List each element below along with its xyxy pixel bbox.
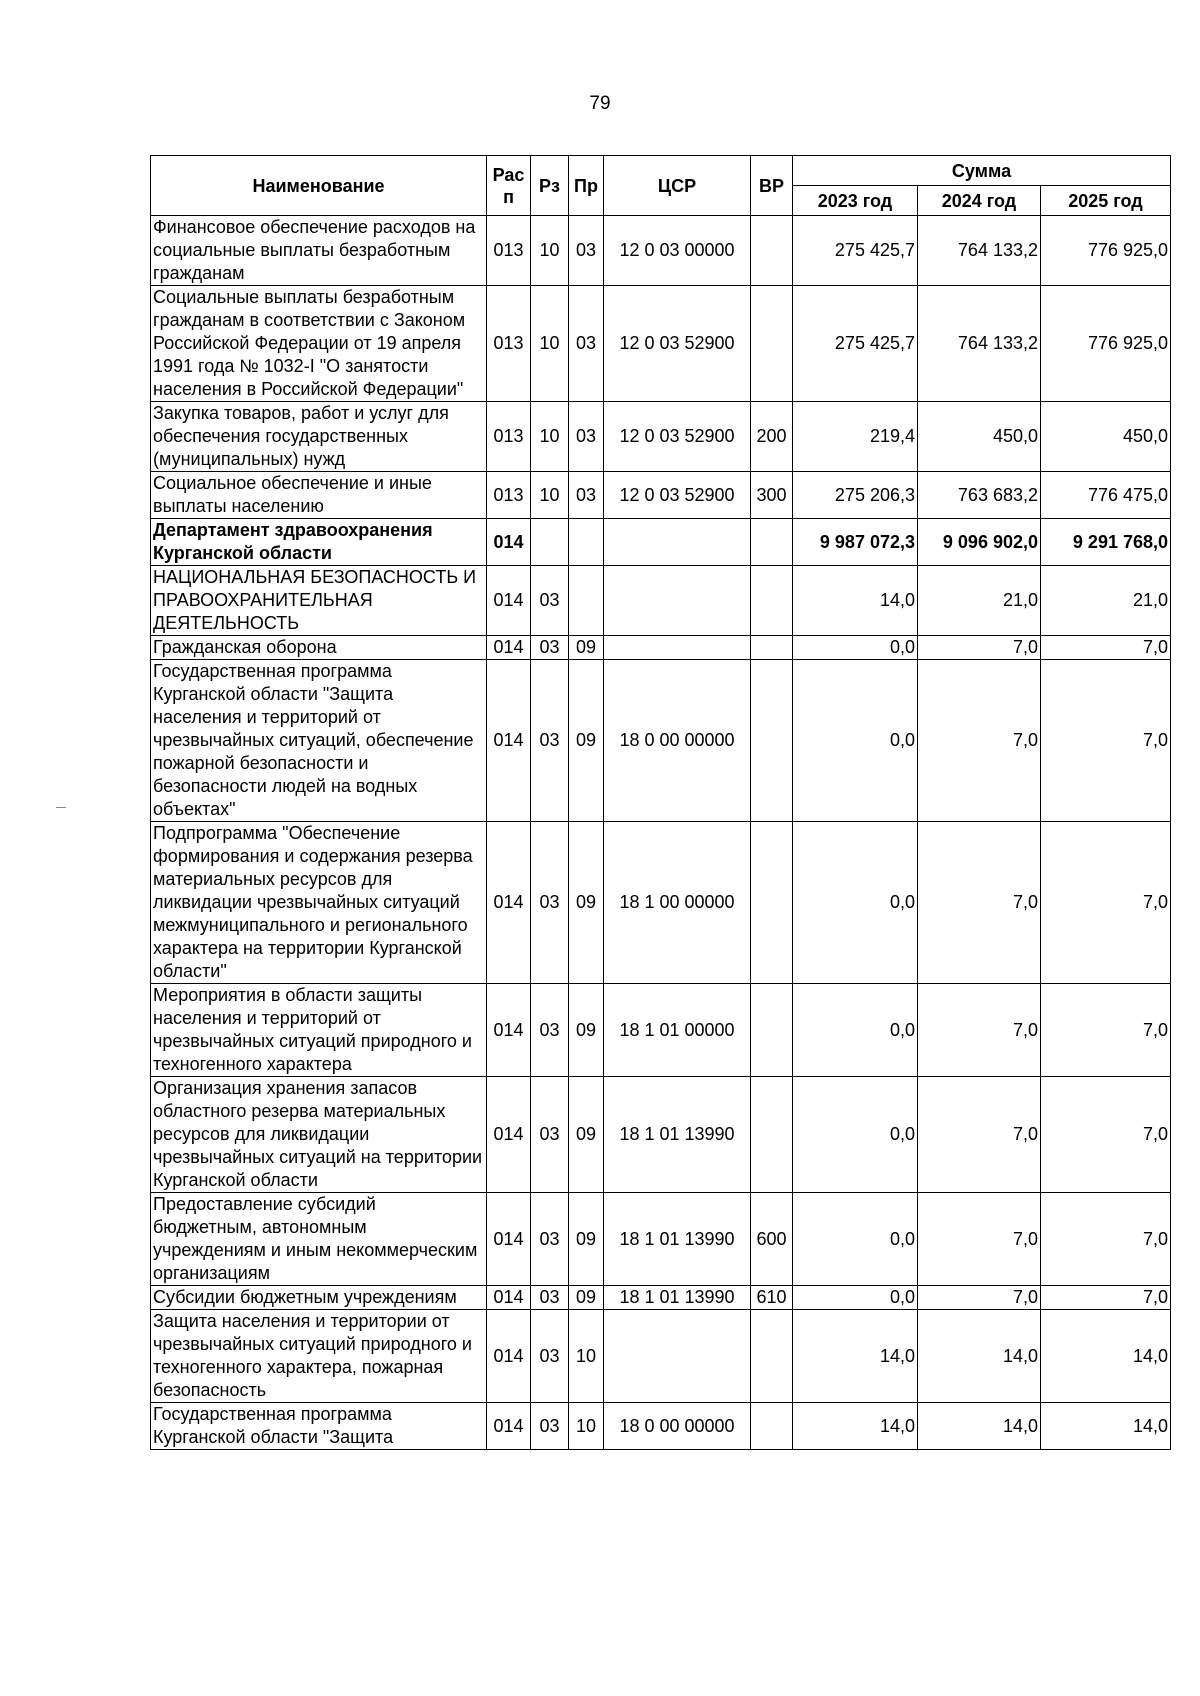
cell-2023: 275 206,3 <box>793 472 918 519</box>
cell-2024: 7,0 <box>918 636 1041 660</box>
cell-2025: 776 925,0 <box>1041 286 1171 402</box>
cell-vr <box>751 566 793 636</box>
cell-vr <box>751 984 793 1077</box>
cell-2023: 14,0 <box>793 1403 918 1450</box>
cell-rasp: 014 <box>487 1286 531 1310</box>
cell-2024: 763 683,2 <box>918 472 1041 519</box>
cell-name: Социальное обеспечение и иные выплаты населению <box>151 472 487 519</box>
table-row <box>151 1193 1171 1286</box>
cell-2023: 0,0 <box>793 822 918 984</box>
cell-csr <box>604 1310 751 1403</box>
cell-rasp: 014 <box>487 660 531 822</box>
table-row <box>151 1077 1171 1193</box>
cell-vr: 200 <box>751 402 793 472</box>
cell-vr <box>751 1403 793 1450</box>
cell-2025: 776 475,0 <box>1041 472 1171 519</box>
cell-2025: 450,0 <box>1041 402 1171 472</box>
cell-pr <box>569 566 604 636</box>
cell-name: Гражданская оборона <box>151 636 487 660</box>
cell-vr <box>751 1310 793 1403</box>
cell-2024: 764 133,2 <box>918 216 1041 286</box>
cell-2024: 9 096 902,0 <box>918 519 1041 566</box>
table-row <box>151 286 1171 402</box>
header-name: Наименование <box>151 156 487 216</box>
cell-rasp: 014 <box>487 1403 531 1450</box>
cell-rz: 03 <box>531 660 569 822</box>
cell-rz: 03 <box>531 822 569 984</box>
cell-2024: 764 133,2 <box>918 286 1041 402</box>
table-row <box>151 984 1171 1077</box>
cell-2023: 219,4 <box>793 402 918 472</box>
cell-csr: 12 0 03 52900 <box>604 472 751 519</box>
cell-rz <box>531 519 569 566</box>
cell-pr: 09 <box>569 1077 604 1193</box>
cell-rasp: 013 <box>487 286 531 402</box>
cell-pr: 09 <box>569 1286 604 1310</box>
cell-rasp: 014 <box>487 566 531 636</box>
cell-pr <box>569 519 604 566</box>
cell-2023: 9 987 072,3 <box>793 519 918 566</box>
cell-rasp: 014 <box>487 1077 531 1193</box>
header-year-2023: 2023 год <box>793 186 918 216</box>
header-pr: Пр <box>569 156 604 216</box>
cell-name: Мероприятия в области защиты населения и территорий от чрезвычайных ситуаций природного и техногенного характера <box>151 984 487 1077</box>
cell-vr <box>751 1077 793 1193</box>
cell-csr: 18 1 01 13990 <box>604 1077 751 1193</box>
cell-vr <box>751 660 793 822</box>
cell-rasp: 013 <box>487 402 531 472</box>
cell-2024: 7,0 <box>918 1286 1041 1310</box>
cell-pr: 03 <box>569 402 604 472</box>
cell-rz: 03 <box>531 1286 569 1310</box>
cell-csr: 18 1 00 00000 <box>604 822 751 984</box>
cell-2023: 0,0 <box>793 1193 918 1286</box>
cell-2024: 450,0 <box>918 402 1041 472</box>
cell-vr: 300 <box>751 472 793 519</box>
cell-csr: 18 1 01 13990 <box>604 1286 751 1310</box>
cell-vr: 610 <box>751 1286 793 1310</box>
header-year-2024: 2024 год <box>918 186 1041 216</box>
cell-name: Государственная программа Курганской области "Защита <box>151 1403 487 1450</box>
cell-rz: 03 <box>531 1310 569 1403</box>
cell-pr: 09 <box>569 636 604 660</box>
cell-rz: 03 <box>531 636 569 660</box>
cell-2025: 7,0 <box>1041 1193 1171 1286</box>
cell-2023: 0,0 <box>793 984 918 1077</box>
cell-2023: 14,0 <box>793 1310 918 1403</box>
cell-pr: 03 <box>569 472 604 519</box>
cell-csr: 18 1 01 00000 <box>604 984 751 1077</box>
cell-name: Организация хранения запасов областного резерва материальных ресурсов для ликвидации чрезвычайных ситуаций на территории Курганской области <box>151 1077 487 1193</box>
header-rasp: Рас п <box>487 156 531 216</box>
cell-pr: 10 <box>569 1310 604 1403</box>
header-year-2025: 2025 год <box>1041 186 1171 216</box>
cell-2024: 14,0 <box>918 1310 1041 1403</box>
table-row <box>151 402 1171 472</box>
cell-2025: 9 291 768,0 <box>1041 519 1171 566</box>
cell-2024: 7,0 <box>918 984 1041 1077</box>
cell-2025: 14,0 <box>1041 1403 1171 1450</box>
cell-2025: 21,0 <box>1041 566 1171 636</box>
table-row <box>151 1286 1171 1310</box>
cell-rz: 10 <box>531 286 569 402</box>
cell-vr <box>751 822 793 984</box>
table-row <box>151 216 1171 286</box>
table-row <box>151 636 1171 660</box>
cell-vr <box>751 519 793 566</box>
cell-2024: 7,0 <box>918 1193 1041 1286</box>
header-vr: ВР <box>751 156 793 216</box>
cell-2025: 7,0 <box>1041 1286 1171 1310</box>
table-header <box>151 156 1171 216</box>
table-row <box>151 660 1171 822</box>
cell-rz: 03 <box>531 566 569 636</box>
table-row <box>151 822 1171 984</box>
cell-rasp: 014 <box>487 984 531 1077</box>
cell-name: Социальные выплаты безработным гражданам в соответствии с Законом Российской Федерации от 19 апреля 1991 года № 1032-I "О занятости населения в Российской Федерации" <box>151 286 487 402</box>
table-row <box>151 519 1171 566</box>
cell-pr: 03 <box>569 286 604 402</box>
cell-rasp: 014 <box>487 1310 531 1403</box>
table-body <box>151 216 1171 1450</box>
cell-name: Защита населения и территории от чрезвычайных ситуаций природного и техногенного характера, пожарная безопасность <box>151 1310 487 1403</box>
cell-rasp: 014 <box>487 519 531 566</box>
cell-rz: 10 <box>531 402 569 472</box>
cell-vr <box>751 286 793 402</box>
cell-rasp: 014 <box>487 636 531 660</box>
header-csr: ЦСР <box>604 156 751 216</box>
scan-mark <box>56 807 66 808</box>
cell-csr <box>604 566 751 636</box>
cell-rz: 03 <box>531 1403 569 1450</box>
cell-name: Субсидии бюджетным учреждениям <box>151 1286 487 1310</box>
table-row <box>151 1403 1171 1450</box>
table-row <box>151 472 1171 519</box>
cell-vr <box>751 216 793 286</box>
cell-vr <box>751 636 793 660</box>
cell-2025: 7,0 <box>1041 984 1171 1077</box>
cell-2025: 776 925,0 <box>1041 216 1171 286</box>
cell-csr: 12 0 03 00000 <box>604 216 751 286</box>
cell-rasp: 014 <box>487 822 531 984</box>
cell-pr: 09 <box>569 984 604 1077</box>
cell-csr: 18 0 00 00000 <box>604 1403 751 1450</box>
cell-name: Государственная программа Курганской области "Защита населения и территорий от чрезвычайных ситуаций, обеспечение пожарной безопасности и безопасности людей на водных объектах" <box>151 660 487 822</box>
cell-rz: 03 <box>531 1193 569 1286</box>
cell-2025: 14,0 <box>1041 1310 1171 1403</box>
cell-2025: 7,0 <box>1041 822 1171 984</box>
cell-csr: 12 0 03 52900 <box>604 402 751 472</box>
cell-pr: 09 <box>569 660 604 822</box>
cell-csr: 18 0 00 00000 <box>604 660 751 822</box>
cell-csr: 12 0 03 52900 <box>604 286 751 402</box>
cell-rz: 03 <box>531 984 569 1077</box>
cell-name: Предоставление субсидий бюджетным, автономным учреждениям и иным некоммерческим организациям <box>151 1193 487 1286</box>
cell-csr: 18 1 01 13990 <box>604 1193 751 1286</box>
cell-rasp: 013 <box>487 472 531 519</box>
cell-csr <box>604 519 751 566</box>
cell-name: Подпрограмма "Обеспечение формирования и содержания резерва материальных ресурсов для ликвидации чрезвычайных ситуаций межмуниципального и регионального характера на территории Курганской области" <box>151 822 487 984</box>
cell-rasp: 013 <box>487 216 531 286</box>
cell-name: Закупка товаров, работ и услуг для обеспечения государственных (муниципальных) нужд <box>151 402 487 472</box>
cell-2024: 7,0 <box>918 822 1041 984</box>
cell-2023: 0,0 <box>793 636 918 660</box>
cell-2024: 7,0 <box>918 1077 1041 1193</box>
cell-2023: 0,0 <box>793 1286 918 1310</box>
cell-2023: 0,0 <box>793 1077 918 1193</box>
cell-csr <box>604 636 751 660</box>
header-summa: Сумма <box>793 156 1171 186</box>
table-row <box>151 566 1171 636</box>
cell-2024: 14,0 <box>918 1403 1041 1450</box>
cell-rz: 10 <box>531 216 569 286</box>
cell-vr: 600 <box>751 1193 793 1286</box>
cell-name: НАЦИОНАЛЬНАЯ БЕЗОПАСНОСТЬ И ПРАВООХРАНИТЕЛЬНАЯ ДЕЯТЕЛЬНОСТЬ <box>151 566 487 636</box>
cell-name: Финансовое обеспечение расходов на социальные выплаты безработным гражданам <box>151 216 487 286</box>
cell-2024: 21,0 <box>918 566 1041 636</box>
cell-rz: 03 <box>531 1077 569 1193</box>
cell-2025: 7,0 <box>1041 660 1171 822</box>
header-rz: Рз <box>531 156 569 216</box>
page-number: 79 <box>589 93 611 114</box>
cell-2025: 7,0 <box>1041 1077 1171 1193</box>
cell-rz: 10 <box>531 472 569 519</box>
cell-rasp: 014 <box>487 1193 531 1286</box>
table-row <box>151 1310 1171 1403</box>
cell-2023: 275 425,7 <box>793 286 918 402</box>
cell-pr: 10 <box>569 1403 604 1450</box>
cell-name: Департамент здравоохранения Курганской области <box>151 519 487 566</box>
cell-pr: 03 <box>569 216 604 286</box>
cell-pr: 09 <box>569 822 604 984</box>
cell-pr: 09 <box>569 1193 604 1286</box>
cell-2023: 275 425,7 <box>793 216 918 286</box>
budget-table <box>150 155 1171 1450</box>
cell-2023: 0,0 <box>793 660 918 822</box>
cell-2024: 7,0 <box>918 660 1041 822</box>
cell-2025: 7,0 <box>1041 636 1171 660</box>
cell-2023: 14,0 <box>793 566 918 636</box>
